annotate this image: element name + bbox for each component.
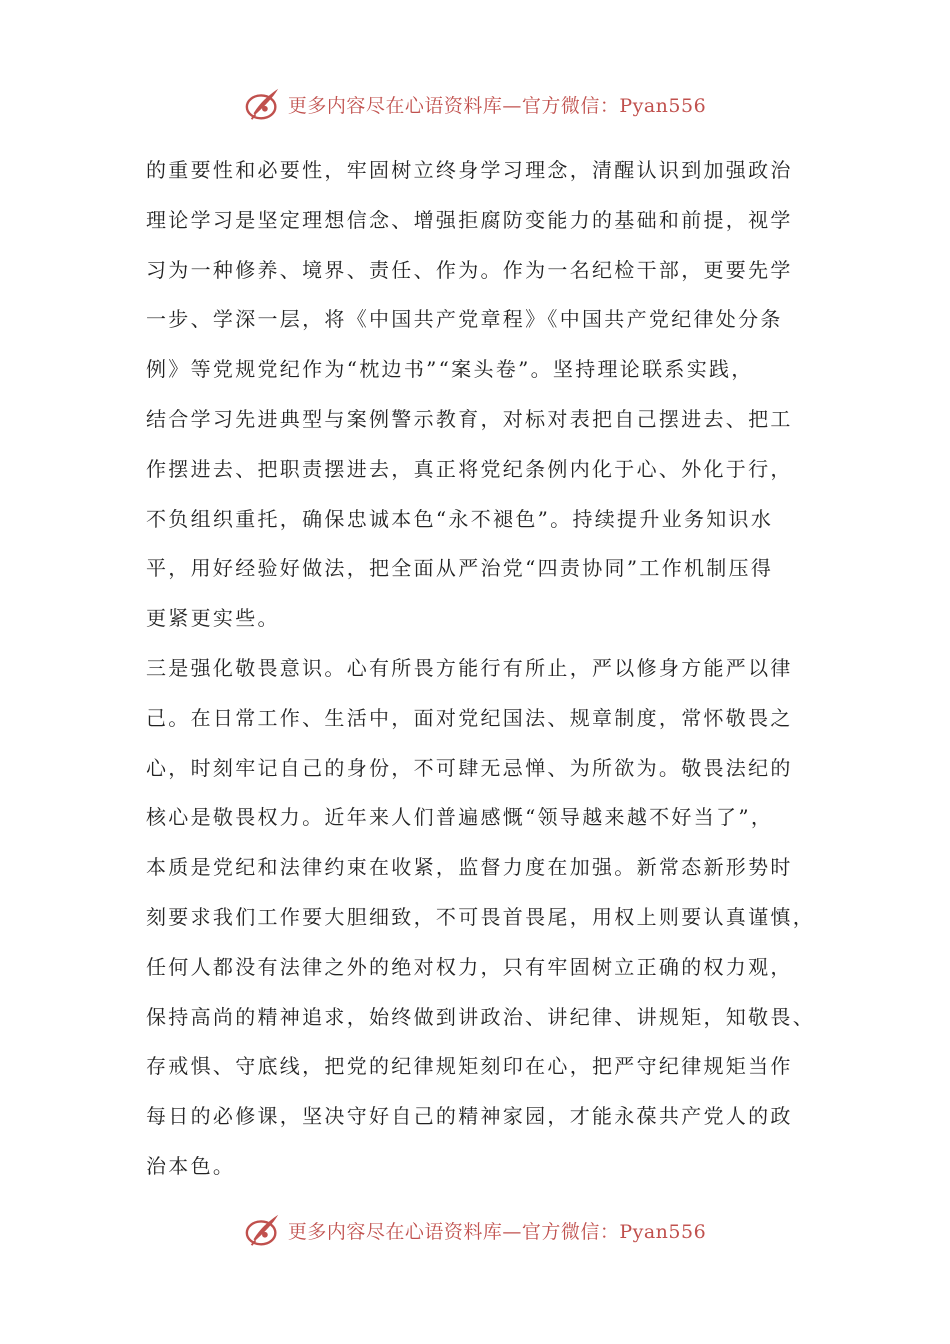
header-banner-text: 更多内容尽在心语资料库—官方微信：Pyan556 <box>287 94 707 117</box>
header-banner <box>0 82 950 126</box>
header-banner-inner <box>244 85 706 123</box>
quill-pen-logo-icon <box>244 85 282 123</box>
body-line: 保持高尚的精神追求，始终做到讲政治、讲纪律、讲规矩，知敬畏、 <box>146 1004 815 1029</box>
document-body <box>146 146 836 1192</box>
body-line: 习为一种修养、境界、责任、作为。作为一名纪检干部，更要先学 <box>146 257 793 282</box>
quill-pen-logo-icon <box>244 1211 282 1249</box>
body-line: 不负组织重托，确保忠诚本色“永不褪色”。持续提升业务知识水 <box>146 506 774 531</box>
body-line: 一步、学深一层，将《中国共产党章程》《中国共产党纪律处分条 <box>146 307 783 332</box>
body-line: 每日的必修课，坚决守好自己的精神家园，才能永葆共产党人的政 <box>146 1104 793 1129</box>
body-line: 治本色。 <box>146 1153 236 1178</box>
body-line: 例》等党规党纪作为“枕边书”“案头卷”。坚持理论联系实践， <box>146 357 754 382</box>
body-line: 存戒惧、守底线，把党的纪律规矩刻印在心，把严守纪律规矩当作 <box>146 1054 793 1079</box>
body-line: 平，用好经验好做法，把全面从严治党“四责协同”工作机制压得 <box>146 556 774 581</box>
body-line: 核心是敬畏权力。近年来人们普遍感慨“领导越来越不好当了”， <box>146 805 774 830</box>
footer-banner-text: 更多内容尽在心语资料库—官方微信：Pyan556 <box>287 1220 707 1243</box>
footer-banner <box>0 1208 950 1252</box>
body-line: 结合学习先进典型与案例警示教育，对标对表把自己摆进去、把工 <box>146 406 793 431</box>
body-line: 三是强化敬畏意识。心有所畏方能行有所止，严以修身方能严以律 <box>146 655 793 680</box>
body-line: 本质是党纪和法律约束在收紧，监督力度在加强。新常态新形势时 <box>146 855 793 880</box>
body-line: 任何人都没有法律之外的绝对权力，只有牢固树立正确的权力观， <box>146 954 793 979</box>
body-line: 理论学习是坚定理想信念、增强拒腐防变能力的基础和前提，视学 <box>146 207 793 232</box>
body-line: 更紧更实些。 <box>146 606 280 631</box>
body-line: 的重要性和必要性，牢固树立终身学习理念，清醒认识到加强政治 <box>146 158 793 182</box>
body-line: 作摆进去、把职责摆进去，真正将党纪条例内化于心、外化于行， <box>146 456 793 481</box>
body-line: 心，时刻牢记自己的身份，不可肆无忌惮、为所欲为。敬畏法纪的 <box>146 755 793 780</box>
body-line: 刻要求我们工作要大胆细致，不可畏首畏尾，用权上则要认真谨慎， <box>146 904 815 929</box>
footer-banner-inner <box>244 1211 706 1249</box>
body-line: 己。在日常工作、生活中，面对党纪国法、规章制度，常怀敬畏之 <box>146 705 793 730</box>
